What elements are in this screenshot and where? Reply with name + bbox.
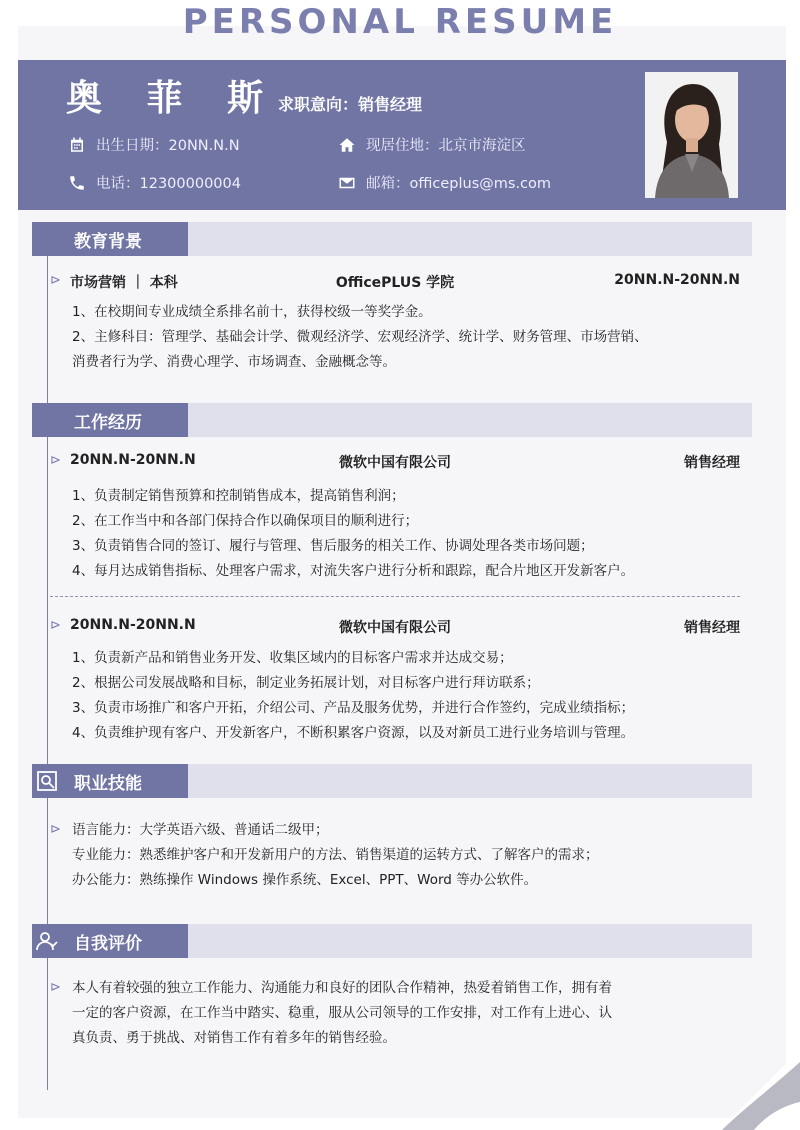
profile-photo bbox=[645, 72, 738, 198]
arrow-icon: ⊳ bbox=[50, 822, 61, 837]
job-role: 销售经理 bbox=[684, 455, 740, 471]
education-line: 消费者行为学、消费心理学、市场调查、金融概念等。 bbox=[72, 354, 396, 370]
self-details bbox=[72, 976, 740, 1051]
job-line: 2、在工作当中和各部门保持合作以确保项目的顺利进行； bbox=[72, 513, 419, 529]
home-icon bbox=[338, 136, 356, 154]
arrow-icon: ⊳ bbox=[50, 980, 61, 995]
person-portrait-icon bbox=[645, 72, 738, 198]
email-info bbox=[338, 172, 551, 193]
birth-text: 出生日期：20NN.N.N bbox=[96, 138, 240, 154]
phone-icon bbox=[68, 174, 86, 192]
job-period: 20NN.N-20NN.N bbox=[70, 617, 196, 633]
job-period: 20NN.N-20NN.N bbox=[70, 452, 196, 468]
education-school: OfficePLUS 学院 bbox=[335, 275, 455, 291]
job-company: 微软中国有限公司 bbox=[339, 455, 451, 471]
candidate-name: 奥 菲 斯 bbox=[66, 77, 280, 119]
job-intent: 求职意向：销售经理 bbox=[278, 95, 423, 114]
timeline-line bbox=[47, 255, 48, 1090]
job-line: 1、负责新产品和销售业务开发、收集区域内的目标客户需求并达成交易； bbox=[72, 650, 513, 666]
arrow-icon: ⊳ bbox=[50, 618, 61, 633]
education-line: 2、主修科目：管理学、基础会计学、微观经济学、宏观经济学、统计学、财务管理、市场营销、 bbox=[72, 329, 648, 345]
resume-title: PERSONAL RESUME bbox=[182, 2, 618, 42]
address-info bbox=[338, 134, 526, 155]
birth-info bbox=[68, 134, 240, 155]
skills-title: 职业技能 bbox=[74, 773, 142, 794]
job-line: 2、根据公司发展战略和目标，制定业务拓展计划，对目标客户进行拜访联系； bbox=[72, 675, 540, 691]
job-line: 1、负责制定销售预算和控制销售成本，提高销售利润； bbox=[72, 488, 405, 504]
skills-header bbox=[32, 764, 188, 798]
job-divider bbox=[50, 596, 740, 597]
calendar-icon bbox=[68, 136, 86, 154]
job-role: 销售经理 bbox=[684, 620, 740, 636]
job-company: 微软中国有限公司 bbox=[339, 620, 451, 636]
email-text: 邮箱：officeplus@ms.com bbox=[366, 176, 552, 192]
work-title: 工作经历 bbox=[74, 412, 142, 433]
skill-line: 专业能力：熟悉维护客户和开发新用户的方法、销售渠道的运转方式、了解客户的需求； bbox=[72, 847, 599, 863]
phone-text: 电话：12300000004 bbox=[96, 176, 241, 192]
job-details bbox=[72, 484, 740, 584]
education-title: 教育背景 bbox=[74, 231, 142, 252]
self-title: 自我评价 bbox=[74, 933, 142, 954]
arrow-icon: ⊳ bbox=[50, 273, 61, 288]
education-line: 1、在校期间专业成绩全系排名前十，获得校级一等奖学金。 bbox=[72, 304, 432, 320]
self-line: 本人有着较强的独立工作能力、沟通能力和良好的团队合作精神，热爱着销售工作，拥有着 bbox=[72, 980, 612, 996]
arrow-icon: ⊳ bbox=[50, 453, 61, 468]
work-header bbox=[32, 403, 188, 437]
user-icon bbox=[32, 924, 62, 958]
education-major: 市场营销 ｜ 本科 bbox=[70, 275, 178, 291]
self-line: 真负责、勇于挑战、对销售工作有着多年的销售经验。 bbox=[72, 1030, 396, 1046]
education-header bbox=[32, 222, 188, 256]
education-period: 20NN.N-20NN.N bbox=[614, 272, 740, 288]
address-text: 现居住地：北京市海淀区 bbox=[366, 138, 526, 154]
self-line: 一定的客户资源，在工作当中踏实、稳重，服从公司领导的工作安排，对工作有上进心、认 bbox=[72, 1005, 612, 1021]
page-curl-icon bbox=[720, 1050, 800, 1130]
skill-line: 语言能力：大学英语六级、普通话二级甲； bbox=[72, 822, 329, 838]
job-details bbox=[72, 646, 740, 746]
search-doc-icon bbox=[32, 764, 62, 798]
self-header bbox=[32, 924, 188, 958]
skills-details bbox=[72, 818, 740, 893]
education-details bbox=[72, 300, 740, 375]
job-line: 4、每月达成销售指标、处理客户需求，对流失客户进行分析和跟踪，配合片地区开发新客户。 bbox=[72, 563, 635, 579]
skill-line: 办公能力：熟练操作 Windows 操作系统、Excel、PPT、Word 等办公软件。 bbox=[72, 872, 538, 888]
section-marker bbox=[32, 222, 62, 256]
job-line: 3、负责销售合同的签订、履行与管理、售后服务的相关工作、协调处理各类市场问题； bbox=[72, 538, 594, 554]
section-marker bbox=[32, 403, 62, 437]
job-line: 4、负责维护现有客户、开发新客户，不断积累客户资源，以及对新员工进行业务培训与管理。 bbox=[72, 725, 635, 741]
job-line: 3、负责市场推广和客户开拓，介绍公司、产品及服务优势，并进行合作签约，完成业绩指标； bbox=[72, 700, 635, 716]
mail-icon bbox=[338, 174, 356, 192]
phone-info bbox=[68, 172, 241, 193]
